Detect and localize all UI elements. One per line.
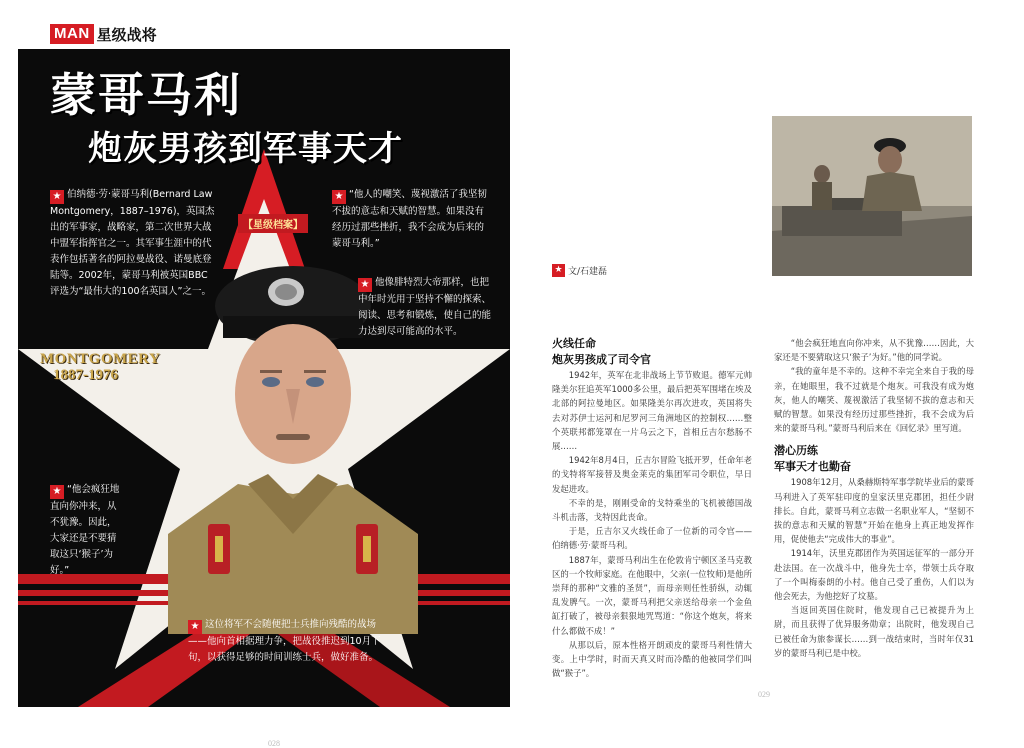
poster-panel	[18, 49, 510, 748]
paragraph: 1908年12月，从桑赫斯特军事学院毕业后的蒙哥马利进入了英军驻印度的皇家沃里克郡团，担任少尉排长。自此，蒙哥马利立志做一名职业军人，“坚韧不拔的意志和天赋的智慧”开始在他身上真正地发挥作用，促使他去“完成伟大的事业”。	[774, 477, 974, 545]
montgomery-years-label: 1887-1976	[53, 367, 118, 383]
star-icon: ★	[188, 620, 202, 634]
tank-photo	[772, 116, 972, 276]
star-icon: ★	[358, 278, 372, 292]
quote-block	[358, 275, 493, 340]
article-column-2	[774, 336, 974, 660]
quote-block	[50, 482, 122, 579]
magazine-brand: MAN	[50, 24, 94, 44]
quote-text: 这位将军不会随便把士兵推向残酷的战场——他向首相据理力争，把战役推迟到10月下旬，以获得足够的时间训练士兵，做好准备。	[188, 619, 381, 663]
page-subtitle: 炮灰男孩到军事天才	[88, 129, 403, 169]
author-name: 文/石建磊	[568, 267, 608, 277]
quote-block	[332, 187, 492, 252]
star-icon: ★	[50, 190, 64, 204]
paragraph: 不幸的是，刚刚受命的戈特乘坐的飞机被德国战斗机击落，戈特因此丧命。	[552, 497, 752, 523]
bio-block	[50, 187, 215, 300]
quote-block	[188, 617, 388, 666]
section-subheading: 炮灰男孩成了司令官	[552, 353, 651, 366]
paragraph: 1887年，蒙哥马利出生在伦敦肯宁顿区圣马克教区的一个牧师家庭。在他眼中，父亲(一位牧师)是他所崇拜的那种“文雅的圣贤”，而母亲则任性骄纵，动辄乱发脾气。一次，蒙哥马利把父亲送给母亲一个金鱼缸打破了，被母亲狠狠地咒骂道：“你这个炮灰，将来什么都做不成！”	[552, 554, 752, 636]
author-line	[552, 264, 607, 277]
star-icon: ★	[50, 485, 64, 499]
section-subheading: 军事天才也勤奋	[774, 460, 851, 474]
paragraph: “他会疯狂地直向你冲来，从不犹豫……因此，大家还是不要猜取这只‘猴子’为好。”他的同学说。	[774, 338, 974, 363]
quote-text: “他会疯狂地直向你冲来，从不犹豫。因此，大家还是不要猜取这只‘猴子’为好。”	[50, 484, 120, 576]
page-number-left: 028	[268, 739, 280, 748]
quote-text: 他像腓特烈大帝那样，也把中年时光用于坚持不懈的探索、阅读、思考和锻炼，使自己的能力达到尽可能高的水平。	[358, 277, 492, 337]
page-number-right: 029	[758, 690, 770, 699]
section-header	[50, 24, 157, 44]
paragraph: 1942年，英军在北非战场上节节败退。德军元帅隆美尔狂追英军1000多公里，最后把英军围堵在埃及北部的阿拉曼地区。如果隆美尔再次进攻，英国将失去对苏伊士运河和尼罗河三角洲地区的控制权……整个英联邦都笼罩在一片乌云之下，首相丘吉尔愁肠不展……	[552, 370, 752, 452]
paragraph: “我的童年是不幸的。这种不幸完全来自于我的母亲，在她眼里，我不过就是个炮灰。可我没有成为炮灰，他人的嘲笑、蔑视激活了我坚韧不拔的意志和天赋的智慧。如果没有经历过那些挫折，我不会成为后来的蒙哥马利。”蒙哥马利后来在《回忆录》里写道。	[774, 366, 974, 434]
section-heading: 潜心历练	[774, 444, 818, 458]
star-icon: ★	[332, 190, 346, 204]
page-title: 蒙哥马利	[50, 68, 242, 122]
paragraph: 1914年，沃里克郡团作为英国远征军的一部分开赴法国。在一次战斗中，他身先士卒，带领士兵夺取了一个叫梅泰朗的小村。他自己受了重伤，人们以为他会死去，为他挖好了坟墓。	[774, 548, 974, 602]
profile-tag: 【星级档案】	[238, 214, 308, 233]
section-name: 星级战将	[96, 25, 157, 44]
paragraph: 从那以后，原本性格开朗顽皮的蒙哥马利性情大变。上中学时，时而天真又时而冷酷的他被同学们叫做“猴子”。	[552, 639, 752, 679]
paragraph: 1942年8月4日，丘吉尔冒险飞抵开罗，任命年老的戈特将军接替及奥金莱克的集团军司令职位，早日发起进攻。	[552, 455, 752, 494]
section-heading: 火线任命	[552, 337, 596, 350]
star-icon: ★	[552, 264, 565, 277]
paragraph: 于是，丘吉尔又火线任命了一位新的司令官——伯纳德·劳·蒙哥马利。	[552, 526, 752, 551]
bio-text: 伯纳德·劳·蒙哥马利(Bernard Law Montgomery，1887–1976)，英国杰出的军事家，战略家，第二次世界大战中盟军指挥官之一。其军事生涯中的代表作包括著名的阿拉曼战役、诺曼底登陆等。2002年，蒙哥马利被英国BBC评选为“最伟大的100名英国人”之一。	[50, 189, 215, 297]
article-column-1	[552, 336, 752, 680]
montgomery-name-label: MONTGOMERY	[40, 351, 161, 367]
quote-text: “他人的嘲笑、蔑视激活了我坚韧不拔的意志和天赋的智慧。如果没有经历过那些挫折，我不会成为后来的蒙哥马利。”	[332, 189, 487, 249]
paragraph: 当返回英国住院时，他发现自己已被提升为上尉，而且获得了优异服务勋章；出院时，他发现自己已被任命为旅参谋长……到一战结束时，当时年仅31岁的蒙哥马利已是中校。	[774, 605, 974, 658]
right-page	[512, 0, 1024, 720]
